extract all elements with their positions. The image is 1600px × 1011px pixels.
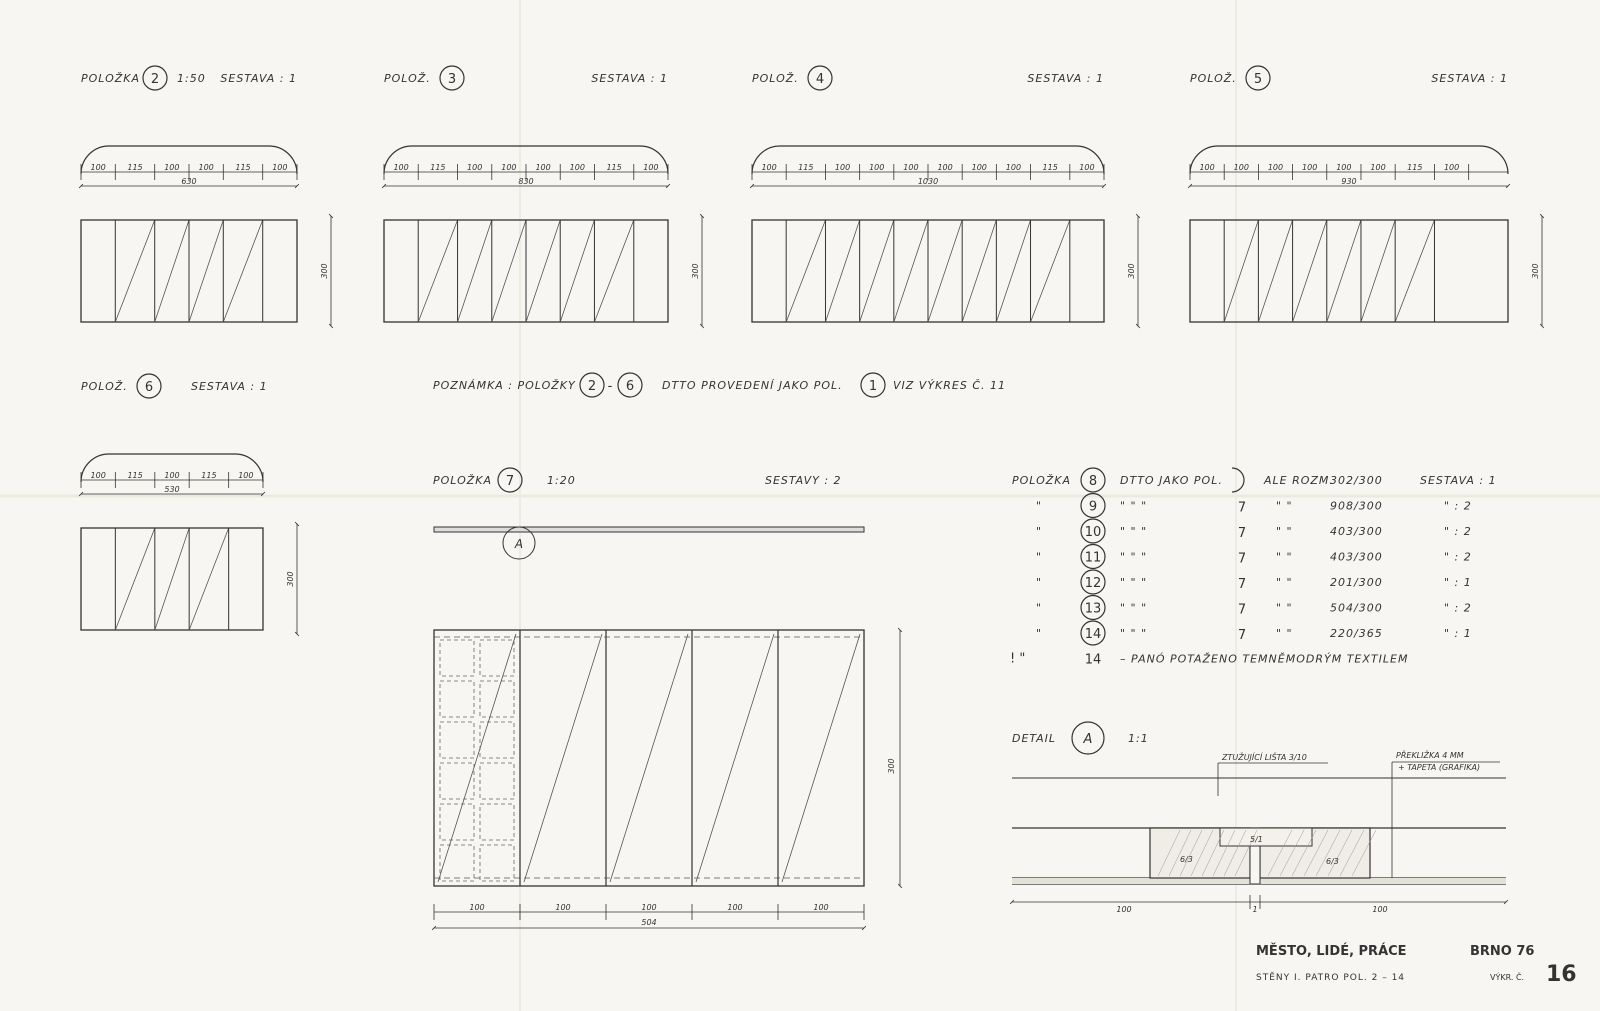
note-ref: 1 [868,379,878,394]
detail-dim-right: 100 [1372,905,1388,914]
panel-sestava: SESTAVA : 1 [220,72,297,85]
panel-height: 300 [320,263,329,279]
total-width: 930 [1341,177,1357,186]
row-number: 13 [1084,601,1102,617]
row-dimensions: 201/300 [1330,576,1383,589]
door-swing-line [115,220,154,322]
panel-height: 300 [691,263,700,279]
row-sestava: " : 2 [1444,601,1472,615]
row-ref: 7 [1237,551,1247,567]
row-sestava: SESTAVA : 1 [1420,474,1497,487]
panel-id: 3 [447,72,457,87]
sheet-number: 16 [1546,962,1577,987]
module-width: 100 [834,163,851,172]
module-width: 100 [535,163,551,172]
door-swing-line [860,220,894,322]
row-label: " [1036,576,1043,589]
panel-height: 300 [286,571,295,587]
total-width: 504 [641,918,657,927]
module-width: 100 [467,163,483,172]
detail-a [1012,722,1506,914]
note-number: 14 [1084,652,1102,668]
grid-cell [480,640,514,676]
detail-dim-left: 100 [1116,905,1132,914]
row-description: " " " [1120,550,1148,564]
row-description: " " " [1120,627,1148,640]
panel-sestava: SESTAVA : 1 [591,72,668,85]
module-width: 100 [90,163,106,172]
row-sestava: " : 2 [1444,550,1472,564]
detail-strip-label: ZTUŽUJÍCÍ LIŠTA 3/10 [1222,753,1307,762]
door-swing-line [1258,220,1292,322]
row-sestava: " : 2 [1444,525,1472,538]
note-suffix: VIZ VÝKRES Č. 11 [893,379,1007,392]
row-description: " " " [1120,525,1148,538]
module-width: 100 [1370,163,1386,172]
panel-label: POLOŽ. [1190,72,1237,85]
panel-id: 4 [815,72,825,87]
module-width: 100 [1079,163,1095,172]
panel-6 [81,374,297,634]
row-number: 11 [1084,550,1102,566]
panel-height: 300 [1127,263,1136,279]
item-7-scale: 1:20 [547,474,576,487]
table-row [1012,468,1497,492]
row-ale: ALE ROZM. [1264,474,1334,487]
table-row [1036,570,1472,594]
module-width: 100 [569,163,585,172]
item-7-panels [438,630,860,886]
row-dimensions: 403/300 [1330,525,1383,538]
total-width: 1030 [917,177,939,186]
module-width: 115 [430,163,446,172]
panel-height: 300 [1531,263,1540,279]
door-swing-line [524,634,602,882]
grid-cell [440,722,474,758]
table-row [1036,519,1472,543]
detail-ply-label: PŘEKLIŽKA 4 MM [1396,751,1464,760]
door-swing-line [1293,220,1327,322]
module-width: 100 [238,471,254,480]
row-description: " " " [1120,499,1148,513]
panel-scale: 1:50 [177,72,206,85]
grid-cell [440,681,474,717]
door-swing-line [458,220,492,322]
note-from: 2 [587,379,597,394]
grid-cell [440,640,474,676]
row-ale: " " [1276,550,1293,564]
module-width: 100 [1302,163,1318,172]
panel-elevation [1190,220,1508,322]
row-sestava: " : 2 [1444,499,1472,513]
panel-3 [384,66,702,326]
row-sestava: " : 1 [1444,576,1472,589]
panel-id: 5 [1253,72,1263,87]
module-width: 115 [127,471,143,480]
door-swing-line [418,220,457,322]
item-7-section [434,527,864,532]
row-number: 12 [1084,576,1102,591]
note-dash: - [607,379,613,394]
row-description: " " " [1120,576,1148,589]
module-width: 115 [201,471,217,480]
panel-5 [1190,66,1542,326]
note-row [433,373,1006,397]
grid-cell [480,763,514,799]
panel-2 [81,66,331,326]
total-width: 530 [164,485,180,494]
module-width: 100 [971,163,987,172]
row-ref: 7 [1237,526,1247,541]
detail-label: DETAIL [1012,732,1057,745]
door-swing-line [115,528,154,630]
grid-cell [480,845,514,881]
sheet-label: VÝKR. Č. [1490,973,1525,982]
drawing-city: BRNO 76 [1470,944,1535,959]
grid-cell [480,681,514,717]
panel-id: 6 [144,380,154,395]
module-width: 100 [643,163,659,172]
panel-label: POLOŽ. [81,380,128,393]
table-row [1036,596,1472,620]
row-ale: " " [1276,576,1293,589]
row-sestava: " : 1 [1444,627,1472,640]
block-center-label: 5/1 [1250,835,1263,844]
row-dimensions: 504/300 [1330,601,1383,615]
door-swing-line [223,220,262,322]
door-swing-line [1361,220,1395,322]
note-prefix: POZNÁMKA : POLOŽKY [433,379,576,392]
module-width: 100 [727,903,743,912]
door-swing-line [1031,220,1070,322]
door-swing-line [1224,220,1258,322]
row-label: " [1036,550,1043,564]
module-width: 100 [813,903,829,912]
door-swing-line [786,220,825,322]
door-swing-line [962,220,996,322]
panel-views [81,66,1542,634]
module-width: 100 [869,163,885,172]
panel-4 [752,66,1138,326]
note-mark: ! " [1010,651,1026,667]
row-dimensions: 302/300 [1330,474,1383,487]
module-width: 100 [469,903,485,912]
row-number: 9 [1088,499,1098,515]
row-label: " [1036,627,1043,640]
row-ref: 7 [1237,602,1247,618]
item-7-dimensions [434,630,900,928]
module-width: 115 [235,163,251,172]
total-width: 830 [518,177,534,186]
table-row [1036,545,1472,569]
module-width: 100 [937,163,953,172]
detail-ply2-label: + TAPETA (GRAFIKA) [1398,763,1481,772]
row-number: 10 [1084,525,1102,540]
detail-ref: A [1083,732,1093,747]
grid-cell [480,804,514,840]
module-width: 100 [272,163,288,172]
module-width: 100 [198,163,214,172]
door-swing-line [526,220,560,322]
block-left-label: 6/3 [1180,855,1193,864]
row-dimensions: 220/365 [1330,627,1383,640]
detail-dim-center: 1 [1252,905,1258,914]
row-ale: " " [1276,499,1293,513]
module-width: 100 [164,471,180,480]
door-swing-line [1327,220,1361,322]
module-width: 100 [641,903,657,912]
module-width: 100 [1005,163,1022,172]
module-width: 100 [1267,163,1284,172]
module-width: 115 [606,163,622,172]
module-width: 100 [1233,163,1249,172]
module-width: 100 [501,163,517,172]
module-width: 115 [1407,163,1423,172]
item-circle [1232,468,1244,492]
module-width: 100 [761,163,777,172]
module-width: 100 [164,163,180,172]
row-ref: 7 [1237,628,1247,643]
item-7-detail-ref: A [514,537,524,551]
row-dimensions: 403/300 [1330,550,1383,564]
door-swing-line [825,220,859,322]
module-width: 100 [555,903,571,912]
row-label: POLOŽKA [1012,474,1072,487]
detail-scale: 1:1 [1128,732,1149,745]
row-label: " [1036,601,1043,615]
row-number: 8 [1088,474,1098,489]
grid-cell [480,722,514,758]
total-width: 630 [181,177,197,186]
grid-cell [440,845,474,881]
door-swing-line [894,220,928,322]
row-dimensions: 908/300 [1330,499,1383,513]
module-width: 100 [90,471,106,480]
row-description: " " " [1120,601,1148,615]
panel-sestava: SESTAVA : 1 [1027,72,1104,85]
note-middle: DTTO PROVEDENÍ JAKO POL. [662,379,843,392]
block-center [1220,828,1312,846]
module-width: 115 [1042,163,1058,172]
title-block [1256,943,1577,987]
row-number: 14 [1084,627,1102,642]
door-swing-line [1395,220,1434,322]
grid-cell [440,763,474,799]
block-right-label: 6/3 [1326,857,1339,866]
item-7-view [433,468,900,928]
row-label: " [1036,525,1043,538]
door-swing-line [189,528,228,630]
door-swing-line [928,220,962,322]
door-swing-line [696,634,774,882]
panel-label: POLOŽ. [752,72,799,85]
item-7-label: POLOŽKA [433,474,493,487]
door-swing-line [560,220,594,322]
door-swing-line [189,220,223,322]
row-ale: " " [1276,627,1293,640]
joint-gap [1250,846,1260,884]
note-to: 6 [625,379,635,394]
door-swing-line [594,220,633,322]
door-swing-line [155,528,189,630]
panel-sestava: SESTAVA : 1 [191,380,268,393]
table-row [1036,621,1472,645]
item-7-sestavy: SESTAVY : 2 [765,474,842,487]
row-ale: " " [1276,525,1293,538]
row-ale: " " [1276,601,1293,615]
row-label: " [1036,499,1043,513]
row-ref: 7 [1237,577,1247,592]
door-swing-line [996,220,1030,322]
drawing-subtitle: STĚNY I. PATRO POL. 2 – 14 [1256,973,1406,983]
row-description: DTTO JAKO POL. [1120,474,1223,487]
items-table [1010,468,1497,668]
door-swing-line [782,634,860,882]
item-7-id: 7 [505,474,515,489]
panel-label: POLOŽKA [81,72,141,85]
module-width: 115 [798,163,814,172]
drawing-title: MĚSTO, LIDÉ, PRÁCE [1256,944,1407,959]
module-width: 100 [393,163,409,172]
module-width: 100 [1336,163,1352,172]
module-width: 100 [903,163,919,172]
note-text: – PANÓ POTAŽENO TEMNĚMODRÝM TEXTILEM [1120,652,1409,666]
module-width: 100 [1199,163,1215,172]
row-ref: 7 [1237,500,1247,516]
module-width: 115 [127,163,143,172]
panel-id: 2 [150,72,160,87]
panel-height: 300 [887,758,896,774]
module-width: 100 [1443,163,1460,172]
panel-sestava: SESTAVA : 1 [1431,72,1508,85]
door-swing-line [155,220,189,322]
door-swing-line [610,634,688,882]
panel-label: POLOŽ. [384,72,431,85]
